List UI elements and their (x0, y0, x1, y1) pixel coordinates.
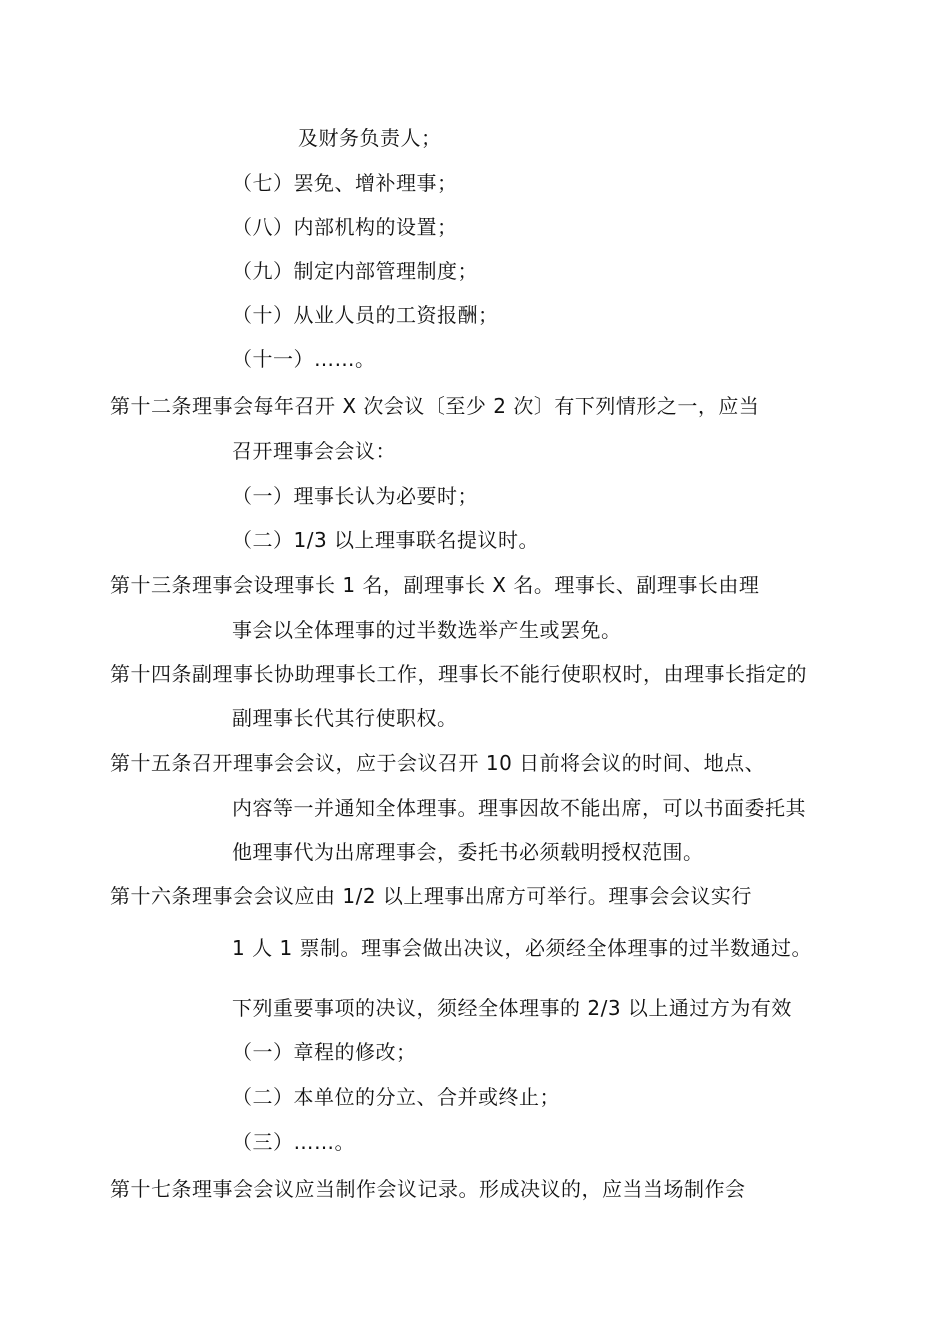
text-line: （一）章程的修改； (232, 1040, 417, 1064)
text-line: 事会以全体理事的过半数选举产生或罢免。 (232, 618, 622, 642)
text-line: 副理事长代其行使职权。 (232, 706, 458, 730)
text-line: 内容等一并通知全体理事。理事因故不能出席，可以书面委托其 (232, 796, 806, 820)
text-line: 1 人 1 票制。理事会做出决议，必须经全体理事的过半数通过。 (232, 936, 813, 960)
article-line: 第十七条理事会会议应当制作会议记录。形成决议的，应当当场制作会 (110, 1177, 746, 1201)
article-line: 第十五条召开理事会会议，应于会议召开 10 日前将会议的时间、地点、 (110, 751, 766, 775)
article-line: 第十四条副理事长协助理事长工作，理事长不能行使职权时，由理事长指定的 (110, 662, 807, 686)
text-line: 及财务负责人； (298, 126, 442, 150)
text-line: （十）从业人员的工资报酬； (232, 303, 499, 327)
article-line: 第十二条理事会每年召开 X 次会议〔至少 2 次〕有下列情形之一，应当 (110, 394, 760, 418)
text-line: （一）理事长认为必要时； (232, 484, 478, 508)
text-line: （二）1/3 以上理事联名提议时。 (232, 528, 540, 552)
text-line: （八）内部机构的设置； (232, 215, 458, 239)
article-line: 第十六条理事会会议应由 1/2 以上理事出席方可举行。理事会会议实行 (110, 884, 752, 908)
text-line: （二）本单位的分立、合并或终止； (232, 1085, 560, 1109)
text-line: 召开理事会会议： (232, 439, 396, 463)
text-line: （七）罢免、增补理事； (232, 171, 458, 195)
article-line: 第十三条理事会设理事长 1 名，副理事长 X 名。理事长、副理事长由理 (110, 573, 760, 597)
text-line: 他理事代为出席理事会，委托书必须载明授权范围。 (232, 840, 704, 864)
text-line: （九）制定内部管理制度； (232, 259, 478, 283)
text-line: （十一）……。 (232, 347, 376, 371)
text-line: （三）……。 (232, 1130, 355, 1154)
text-line: 下列重要事项的决议，须经全体理事的 2/3 以上通过方为有效 (232, 996, 792, 1020)
